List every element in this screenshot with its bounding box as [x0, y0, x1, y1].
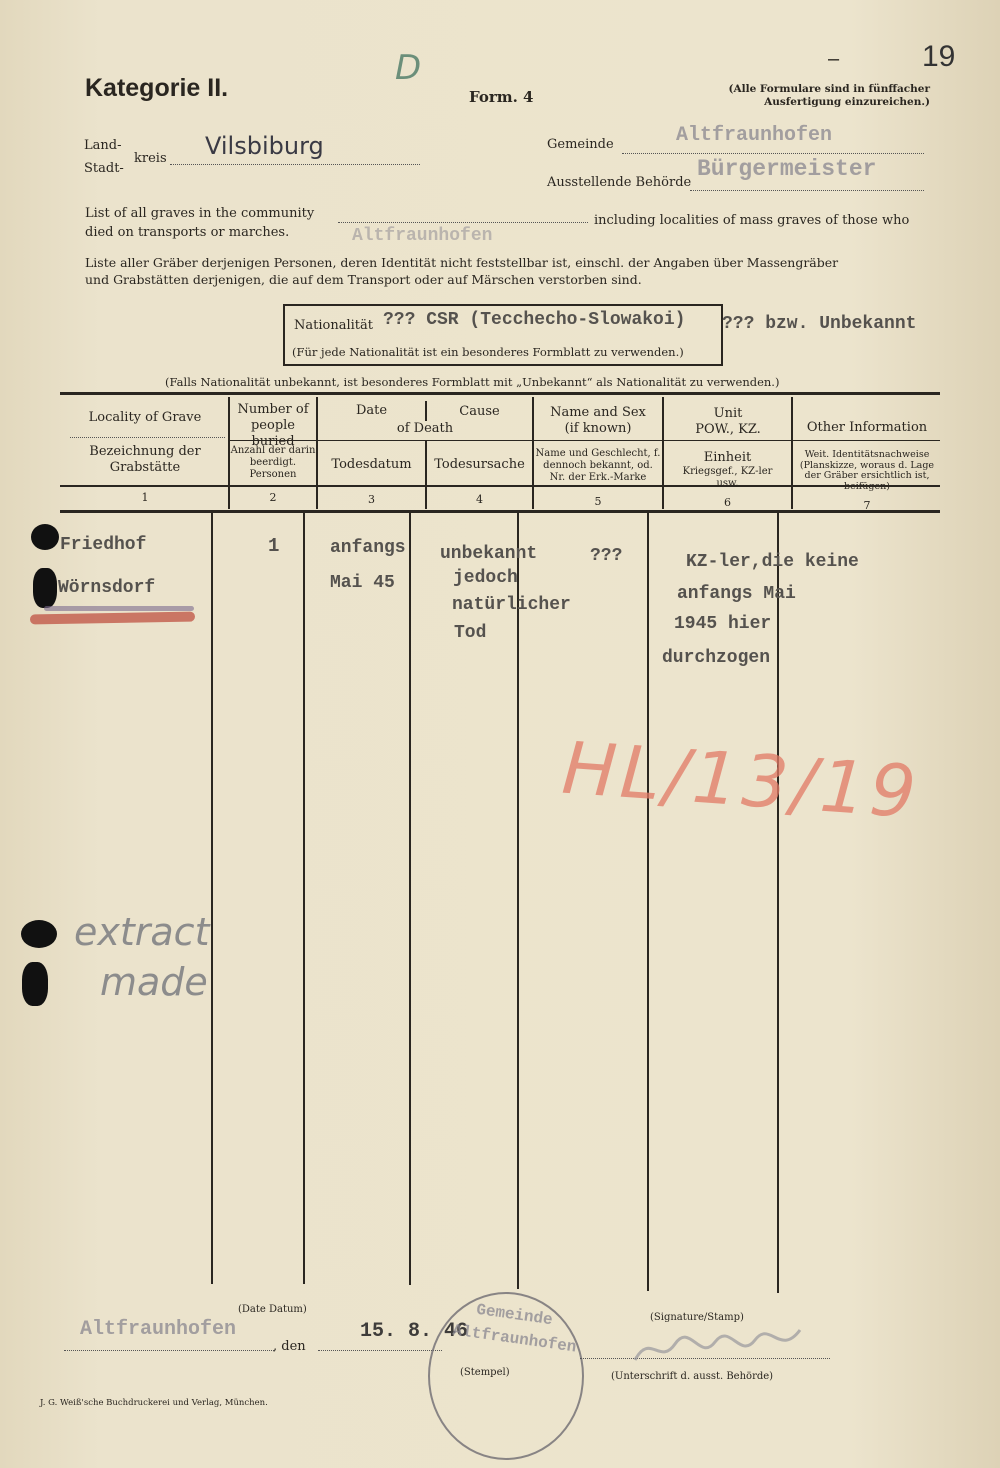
behoerde-field-line [690, 190, 924, 191]
intro-en-line2: died on transports or marches. [85, 225, 290, 240]
behoerde-label: Ausstellende Behörde [547, 175, 692, 190]
nationality-unknown-note: (Falls Nationalität unbekannt, ist besonderes Formblatt mit „Unbekannt“ als Nationalität zu verwenden.) [165, 375, 780, 389]
punch-hole [31, 524, 59, 550]
col1-header-de: Bezeichnung der Grabstätte [89, 444, 201, 475]
date-label: (Date Datum) [238, 1304, 307, 1315]
stamp-text-line2: Altfraunhofen [451, 1321, 578, 1357]
handwritten-note-line2: made [100, 960, 208, 1004]
col3-header-en: Date [355, 403, 388, 418]
page-number: 19 [922, 40, 956, 73]
punch-hole [33, 568, 57, 608]
col7-header-en: Other Information [806, 420, 928, 435]
table-top-line [60, 392, 940, 395]
locality-cell-line2: Wörnsdorf [58, 578, 156, 598]
col5-header-en: Name and Sex (if known) [550, 405, 646, 436]
copies-note: (Alle Formulare sind in fünffacher Ausfertigung einzureichen.) [728, 83, 930, 108]
intro-de-line2: und Grabstätten derjenigen, die auf dem Transport oder auf Märschen verstorben sind. [85, 272, 642, 287]
gemeinde-label: Gemeinde [547, 137, 614, 152]
number-cell: 1 [268, 535, 280, 557]
col4-number: 4 [476, 493, 483, 506]
nationality-value: ??? CSR (Tecchecho-Slowakoi) [383, 310, 686, 330]
cause-cell-line4: Tod [454, 623, 487, 643]
nationality-value-cont: ??? bzw. Unbekannt [722, 314, 917, 334]
category-title: Kategorie II. [85, 74, 229, 102]
col6-header-en: Unit POW., KZ. [695, 406, 761, 437]
signature-scribble [630, 1322, 810, 1372]
cause-cell-line1: unbekannt [440, 544, 538, 564]
form-number: Form. 4 [469, 88, 534, 106]
name-cell: ??? [590, 546, 623, 566]
col1-number: 1 [141, 491, 149, 504]
date-cell-line1: anfangs [330, 538, 406, 558]
col3-header-de: Todesdatum [331, 457, 412, 472]
date-cell-line2: Mai 45 [330, 573, 395, 593]
footer-place: Altfraunhofen [80, 1318, 237, 1341]
col6-header-de: Kriegsgef., KZ-ler usw. [682, 466, 773, 489]
red-underline [30, 612, 195, 625]
kreis-field-value: Vilsbiburg [205, 132, 324, 160]
cause-cell-line2: jedoch [453, 568, 518, 588]
column-divider [303, 513, 305, 1284]
intro-en-line1: List of all graves in the community [85, 206, 315, 221]
column-divider [777, 513, 779, 1293]
column-divider [211, 513, 213, 1284]
col5-header-de: Name und Geschlecht, f. dennoch bekannt, od. Nr. der Erk.-Marke [535, 448, 661, 483]
den-label: , den [273, 1339, 306, 1354]
nationality-label: Nationalität [294, 318, 373, 333]
unit-cell-line1: KZ-ler,die keine [686, 552, 859, 572]
behoerde-field-value: Bürgermeister [697, 156, 877, 182]
locality-cell-line1: Friedhof [60, 535, 147, 555]
punch-hole [22, 962, 48, 1006]
of-death-label: of Death [396, 421, 454, 436]
unit-cell-line4: durchzogen [662, 648, 771, 668]
stamp-text-line1: Gemeinde [475, 1300, 554, 1330]
column-divider [409, 513, 411, 1285]
col4-header-de: Todesursache [434, 457, 525, 472]
column-divider [517, 513, 519, 1289]
cause-cell-line3: natürlicher [452, 595, 571, 615]
table-header-divider [230, 440, 940, 441]
column-divider [647, 513, 649, 1291]
unit-cell-line2: anfangs Mai [677, 584, 796, 604]
col3-number: 3 [368, 493, 375, 506]
printer-imprint: J. G. Weiß'sche Buchdruckerei und Verlag, München. [40, 1398, 268, 1408]
gemeinde-field-line [622, 153, 924, 154]
date-field-line [318, 1350, 442, 1351]
page-dash: – [828, 48, 840, 70]
col5-number: 5 [594, 495, 602, 508]
land-label: Land- [84, 138, 122, 153]
place-field-line [64, 1350, 274, 1351]
punch-hole [21, 920, 57, 948]
community-field-line [338, 222, 588, 223]
col7-header-de: Weit. Identitätsnachweise (Planskizze, woraus d. Lage der Gräber ersichtlich ist, beifügen) [799, 449, 935, 492]
footer-date-value: 15. 8. 46 [360, 1320, 469, 1343]
col1-header-en: Locality of Grave [88, 410, 202, 425]
col2-number: 2 [269, 491, 277, 504]
signature-label: (Signature/Stamp) [650, 1312, 744, 1323]
nationality-note: (Für jede Nationalität ist ein besonderes Formblatt zu verwenden.) [292, 345, 684, 359]
unterschrift-label: (Unterschrift d. ausst. Behörde) [611, 1371, 774, 1382]
col2-header-de: Anzahl der darin beerdigt. Personen [230, 445, 316, 480]
intro-de-line1: Liste aller Gräber derjenigen Personen, deren Identität nicht feststellbar ist, einschl. der Angaben über Massengräber [85, 255, 839, 270]
col2-header-en: Number of people buried [237, 402, 309, 449]
col6-header-de-title: Einheit [703, 450, 752, 465]
kreis-field-line [170, 164, 420, 165]
col6-number: 6 [724, 496, 731, 509]
handwritten-note-line1: extract [74, 910, 210, 954]
col4-header-en: Cause [459, 404, 500, 419]
purple-underline [44, 606, 194, 611]
col1-header-divider [70, 437, 225, 438]
kreis-label: kreis [134, 151, 167, 166]
intro-en-line1-cont: including localities of mass graves of those who [594, 213, 910, 228]
gemeinde-field-value: Altfraunhofen [676, 124, 833, 147]
stempel-label: (Stempel) [460, 1367, 510, 1378]
pencil-mark: D [395, 48, 422, 88]
unit-cell-line3: 1945 hier [674, 614, 772, 634]
red-archive-annotation: HL/13/19 [559, 725, 923, 835]
community-stamp: Altfraunhofen [352, 226, 493, 246]
col7-number: 7 [863, 499, 871, 512]
stadt-label: Stadt- [84, 161, 124, 176]
